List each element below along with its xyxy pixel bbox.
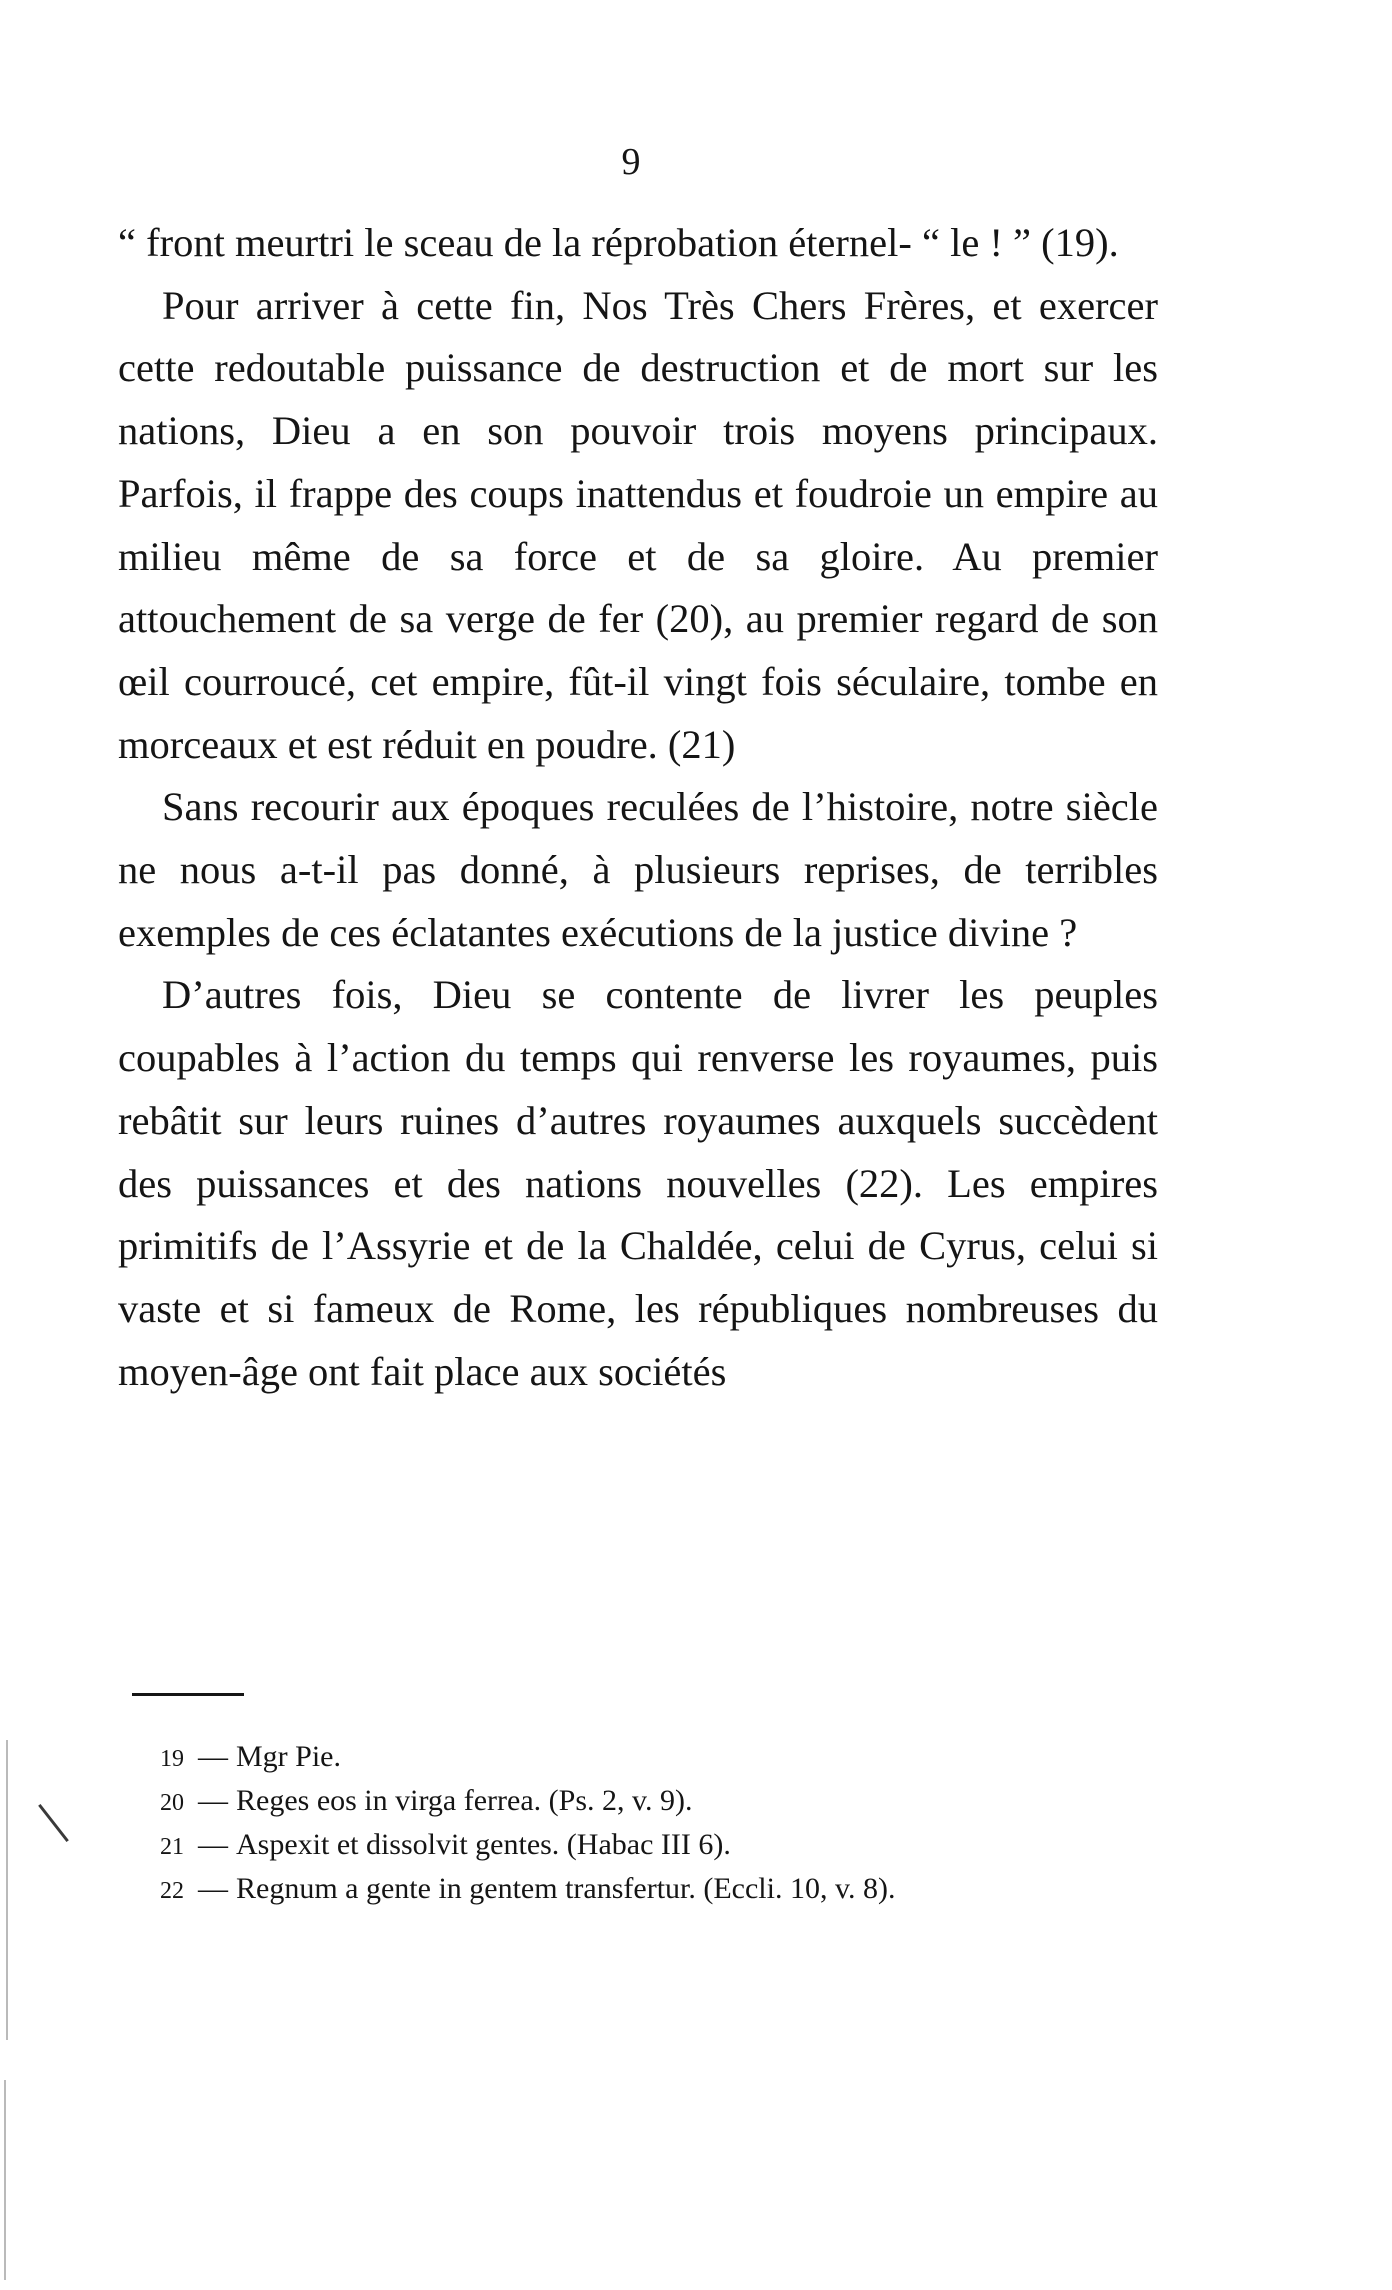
- paragraph: D’autres fois, Dieu se contente de livrer les peuples coupables à l’action du temps qui renverse les royaumes, puis rebâtit sur leurs ruines d’autres royaumes auxquels succèdent des puissances et des nations nouvelles (22). Les empires primitifs de l’Assyrie et de la Chaldée, celui de Cyrus, celui si vaste et si fameux de Rome, les républiques nombreuses du moyen-âge ont fait place aux sociétés: [118, 972, 1158, 1394]
- footnote-number: 21: [160, 1834, 184, 1860]
- page-number: 9: [621, 141, 641, 183]
- footnote-text: Regnum a gente in gentem transfertur. (Eccli. 10, v. 8).: [236, 1872, 896, 1905]
- footnote-dash: —: [198, 1740, 228, 1773]
- footnote-number: 20: [160, 1790, 184, 1816]
- footnotes: [160, 1736, 1120, 1912]
- paragraph: Sans recourir aux époques reculées de l’histoire, notre siècle ne nous a-t-il pas donné, à plusieurs reprises, de terribles exemples de ces éclatantes exécutions de la justice divine ?: [118, 784, 1158, 955]
- footnote: [160, 1868, 1120, 1912]
- body-text: [118, 212, 1158, 1403]
- footnote-dash: —: [198, 1784, 228, 1817]
- scan-speck: [38, 1804, 69, 1842]
- paragraph: Pour arriver à cette fin, Nos Très Chers Frères, et exercer cette redoutable puissance de destruction et de mort sur les nations, Dieu a en son pouvoir trois moyens principaux. Parfois, il frappe des coups inattendus et foudroie un empire au milieu même de sa force et de sa gloire. Au premier attouchement de sa verge de fer (20), au premier regard de son œil courroucé, cet empire, fût-il vingt fois séculaire, tombe en morceaux et est réduit en poudre. (21): [118, 282, 1158, 767]
- footnote-number: 22: [160, 1878, 184, 1904]
- footnote-dash: —: [198, 1828, 228, 1861]
- footnote: [160, 1824, 1120, 1868]
- footnote: [160, 1736, 1120, 1780]
- footnote-separator: [132, 1693, 244, 1696]
- scan-speck: [6, 1740, 8, 2040]
- scan-speck: [4, 2080, 6, 2280]
- footnote: [160, 1780, 1120, 1824]
- footnote-dash: —: [198, 1872, 228, 1905]
- footnote-text: Reges eos in virga ferrea. (Ps. 2, v. 9).: [236, 1784, 693, 1817]
- footnote-number: 19: [160, 1746, 184, 1772]
- footnote-text: Aspexit et dissolvit gentes. (Habac III 6).: [236, 1828, 731, 1861]
- footnote-text: Mgr Pie.: [236, 1740, 341, 1773]
- paragraph-continuation: “ front meurtri le sceau de la réprobation éternel- “ le ! ” (19).: [118, 220, 1119, 265]
